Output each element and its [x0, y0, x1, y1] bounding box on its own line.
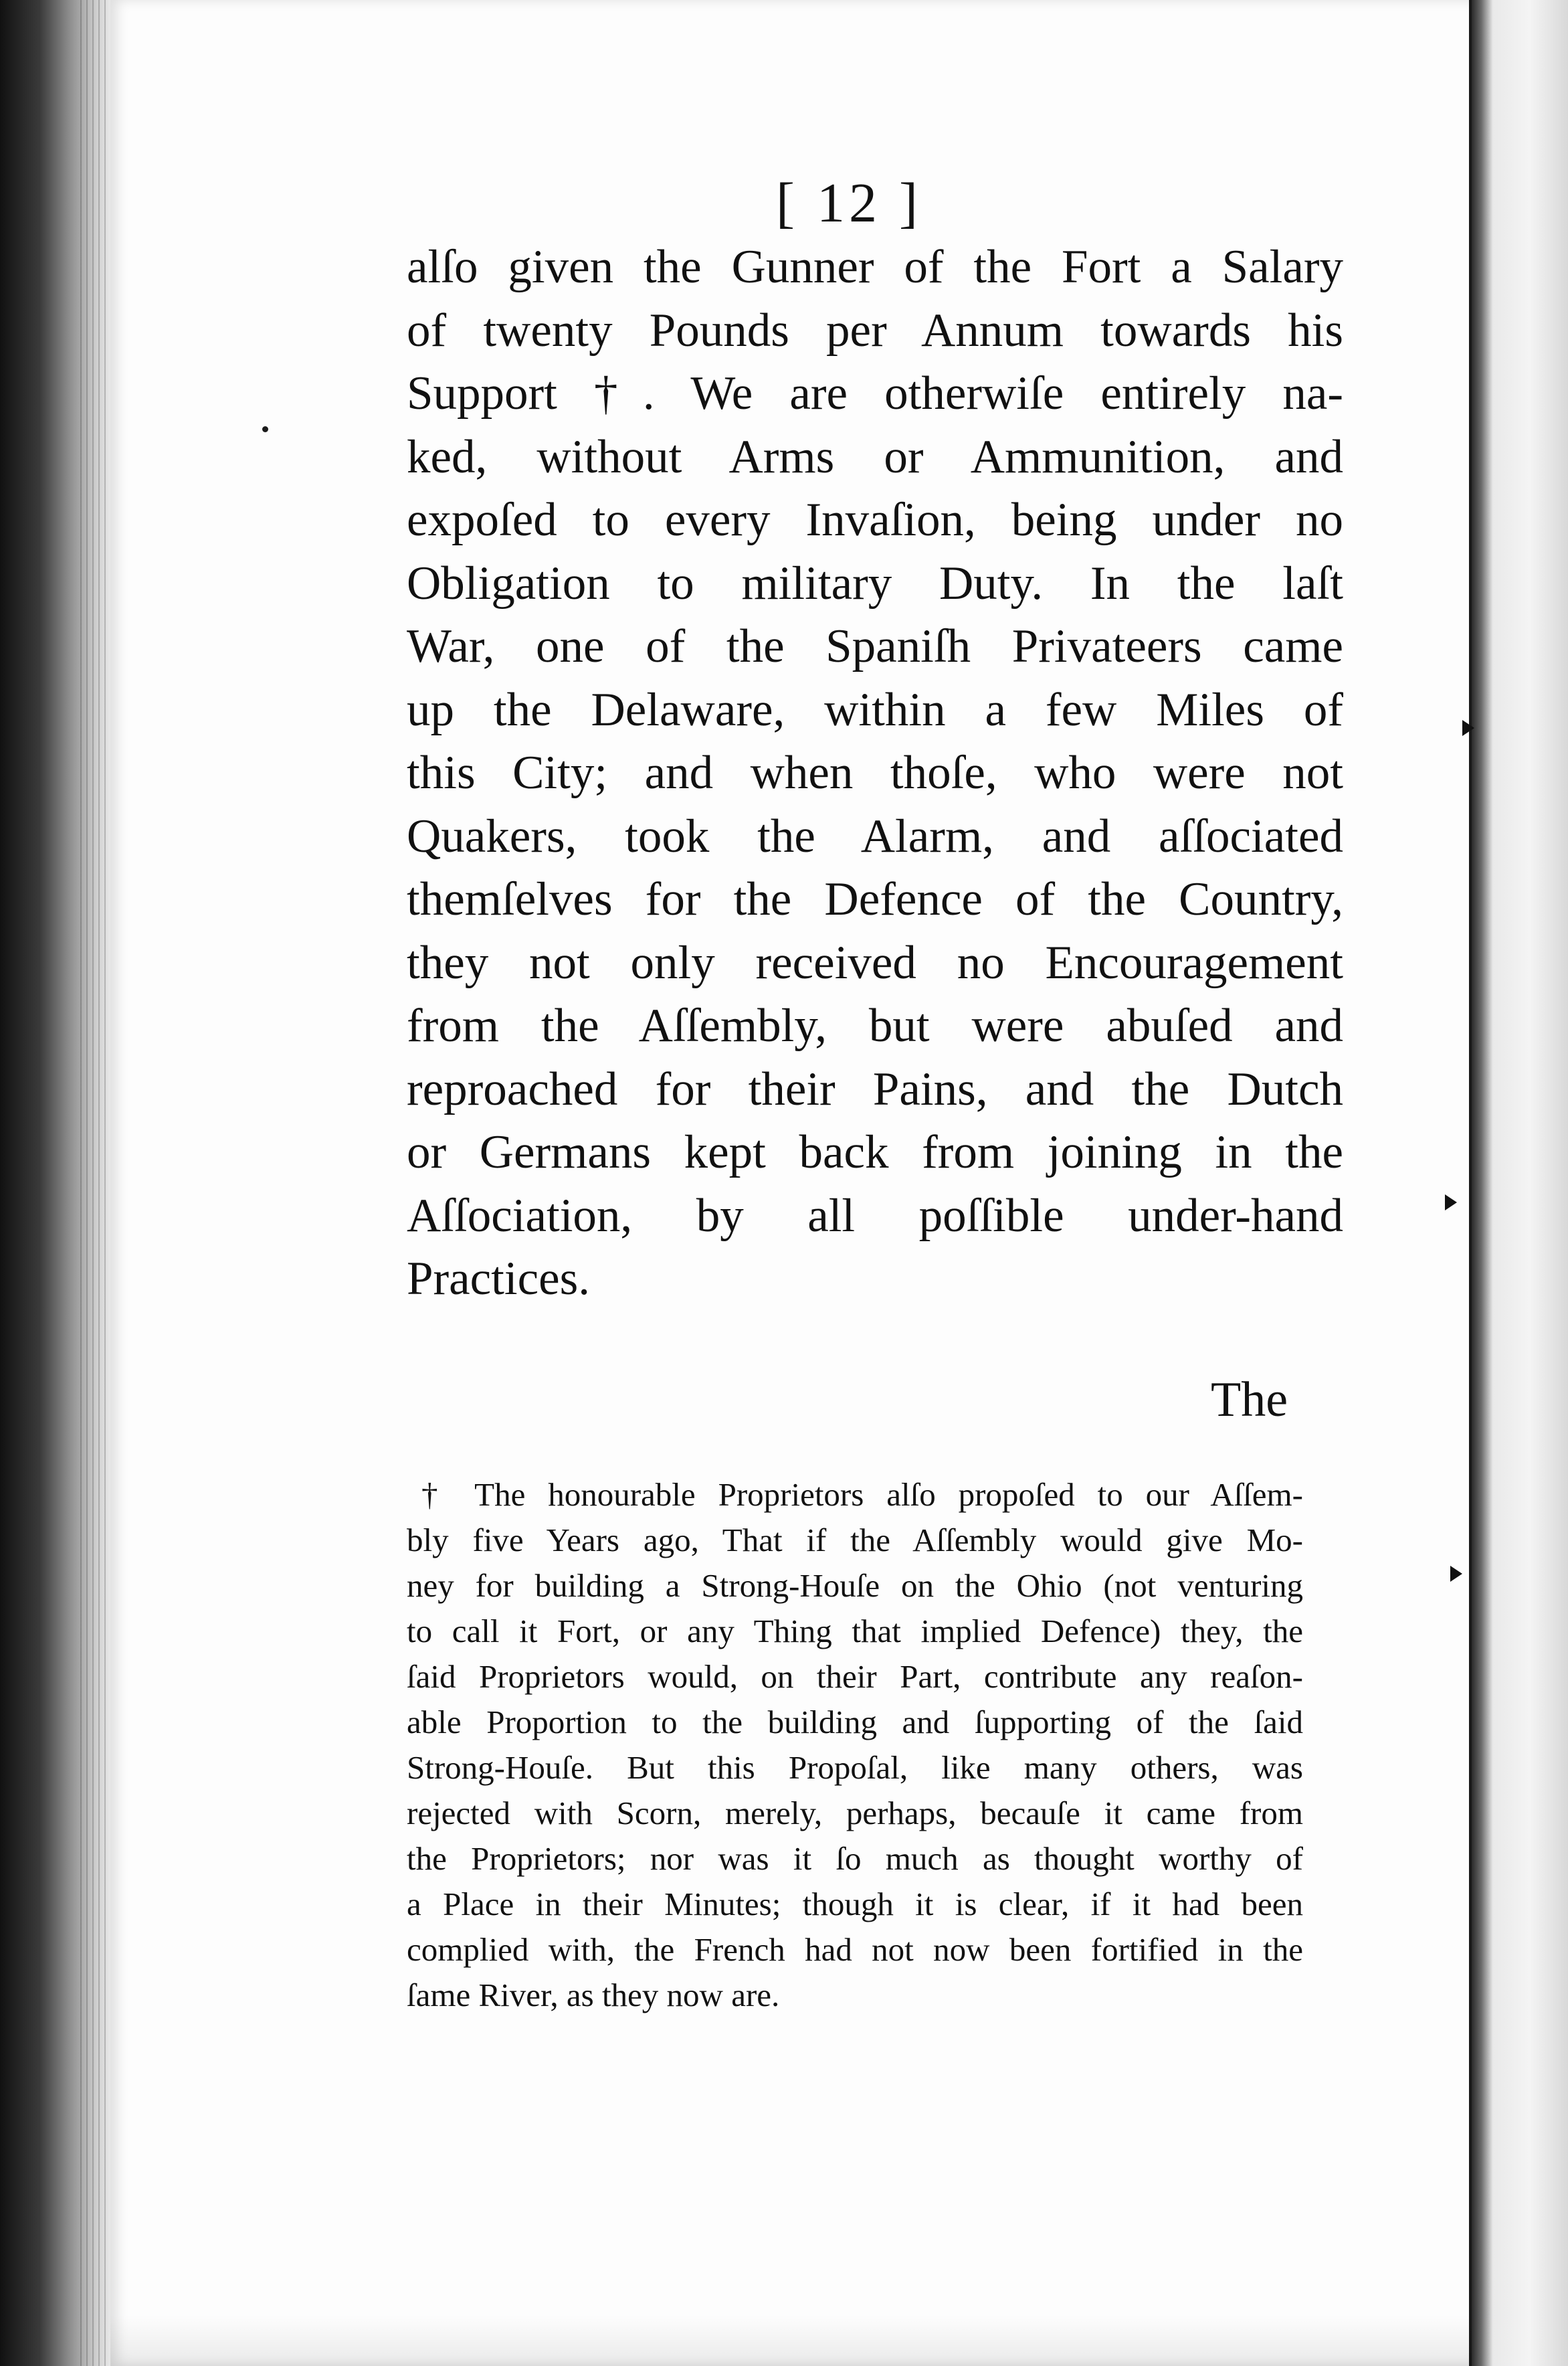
footnote-line: able Proportion to the building and ſupporting of the ſaid — [407, 1704, 1303, 1740]
page-number-header: [ 12 ] — [776, 172, 922, 234]
footnote-line: a Place in their Minutes; though it is clear, if it had been — [407, 1886, 1303, 1922]
page-edge-mark — [1450, 1566, 1462, 1582]
text-line: they not only received no Encouragement — [407, 936, 1343, 989]
footnote-line: ney for building a Strong-Houſe on the Ohio (not venturing — [407, 1567, 1303, 1604]
footnote-line: Strong-Houſe. But this Propoſal, like many others, was — [407, 1749, 1303, 1786]
footnote-line: to call it Fort, or any Thing that implied Defence) they, the — [407, 1613, 1303, 1649]
footnote-line: ſame River, as they now are. — [407, 1977, 780, 2013]
main-text-block — [407, 236, 1343, 1311]
text-line: Aſſociation, by all poſſible under-hand — [407, 1189, 1343, 1242]
footnote-line: rejected with Scorn, merely, perhaps, becauſe it came from — [407, 1795, 1303, 1831]
footnote-line: bly five Years ago, That if the Aſſembly would give Mo- — [407, 1522, 1303, 1558]
text-line: War, one of the Spaniſh Privateers came — [407, 620, 1343, 672]
text-line: Support †. We are otherwiſe entirely na- — [407, 367, 1343, 420]
footnote-line: † The honourable Proprietors alſo propoſed to our Aſſem- — [421, 1476, 1303, 1513]
text-line: Practices. — [407, 1253, 591, 1305]
text-line: alſo given the Gunner of the Fort a Salary — [407, 241, 1343, 293]
catchword: The — [1211, 1372, 1288, 1427]
footnote-block — [407, 1472, 1303, 2018]
text-line: up the Delaware, within a few Miles of — [407, 683, 1343, 736]
text-line: of twenty Pounds per Annum towards his — [407, 304, 1343, 357]
scan-speck — [262, 426, 268, 432]
page-edge-mark — [1462, 720, 1474, 736]
text-line: or Germans kept back from joining in the — [407, 1126, 1343, 1178]
text-line: expoſed to every Invaſion, being under no — [407, 494, 1343, 546]
footnote-line: the Proprietors; nor was it ſo much as thought worthy of — [407, 1840, 1303, 1877]
text-line: ked, without Arms or Ammunition, and — [407, 430, 1343, 483]
footnote-line: complied with, the French had not now been fortified in the — [407, 1931, 1303, 1968]
next-page-edge — [1472, 0, 1568, 2366]
text-line: from the Aſſembly, but were abuſed and — [407, 1000, 1343, 1052]
page-bottom-shadow — [110, 2315, 1472, 2366]
page-edge-mark — [1445, 1194, 1457, 1210]
footnote-line: ſaid Proprietors would, on their Part, contribute any reaſon- — [407, 1658, 1303, 1695]
text-line: Obligation to military Duty. In the laſt — [407, 557, 1343, 610]
text-line: themſelves for the Defence of the Country, — [407, 873, 1343, 925]
text-line: Quakers, took the Alarm, and aſſociated — [407, 810, 1343, 862]
text-line: reproached for their Pains, and the Dutch — [407, 1063, 1343, 1115]
text-line: this City; and when thoſe, who were not — [407, 747, 1343, 799]
